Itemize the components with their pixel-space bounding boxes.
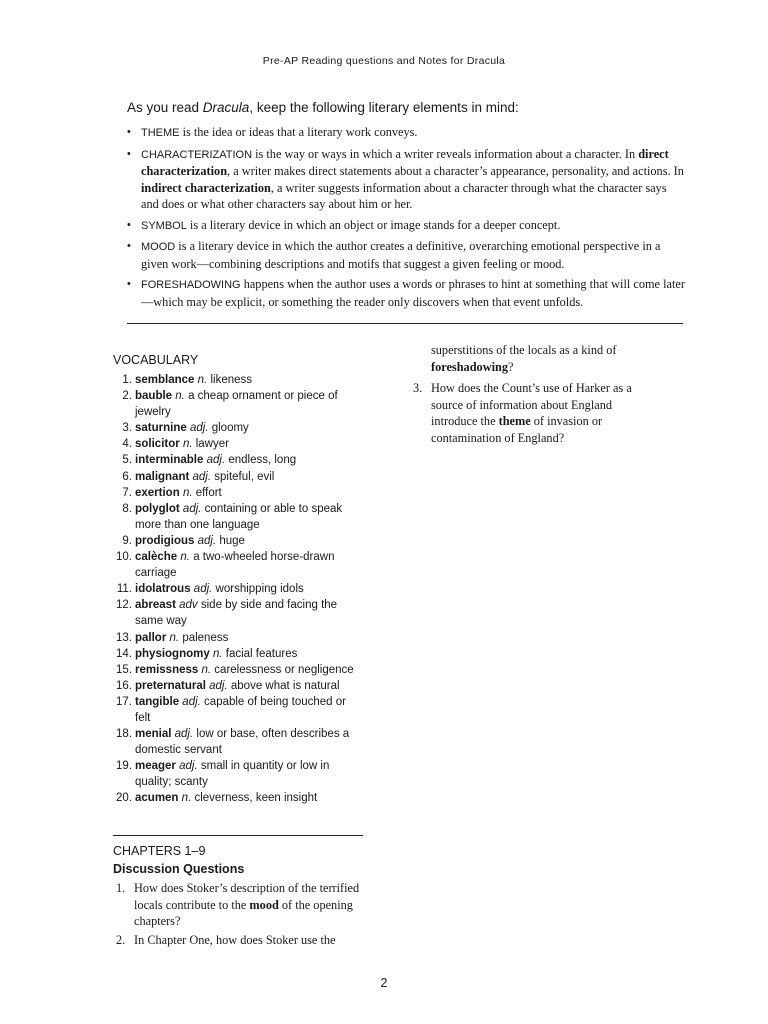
intro-text-before: As you read bbox=[127, 100, 203, 115]
vocabulary-item bbox=[113, 469, 363, 485]
element-term: FORESHADOWING bbox=[141, 279, 241, 291]
vocabulary-word: preternatural bbox=[135, 679, 206, 692]
vocabulary-number: 13. bbox=[116, 631, 132, 644]
question-2-continued bbox=[431, 342, 661, 375]
text-run: is the way or ways in which a writer reveals information about a character. In bbox=[252, 146, 639, 161]
vocabulary-item bbox=[113, 581, 363, 597]
part-of-speech: n. bbox=[182, 486, 193, 499]
text-run: , a writer makes direct statements about a character’s appearance, personality, and actions. In bbox=[227, 164, 684, 178]
vocabulary-list bbox=[113, 372, 363, 807]
vocabulary-item bbox=[113, 790, 363, 806]
vocabulary-number: 6. bbox=[122, 470, 132, 483]
part-of-speech: adj. bbox=[182, 502, 202, 515]
text-run: superstitions of the locals as a kind of bbox=[431, 343, 617, 357]
vocabulary-word: semblance bbox=[135, 374, 195, 386]
text-run: , a writer suggests information about a character through what the character says and does or what other characters say about him or her. bbox=[141, 180, 667, 211]
vocabulary-definition: paleness bbox=[182, 631, 229, 644]
vocabulary-item bbox=[113, 646, 363, 662]
vocabulary-word: bauble bbox=[135, 390, 173, 403]
vocabulary-definition: side by side and facing the same way bbox=[135, 599, 338, 628]
part-of-speech: adj. bbox=[192, 470, 212, 483]
bullet-icon: • bbox=[127, 147, 131, 160]
text-run: happens when the author uses a words or phrases to hint at something that will come later—which may be explicit, or something the reader only discovers when that event unfolds. bbox=[141, 277, 685, 309]
vocabulary-number: 8. bbox=[122, 502, 132, 515]
part-of-speech: adj. bbox=[197, 534, 217, 547]
element-term: THEME bbox=[141, 127, 180, 139]
vocabulary-item bbox=[113, 549, 363, 581]
vocabulary-definition: spiteful, evil bbox=[214, 470, 275, 483]
vocabulary-word: polyglot bbox=[135, 502, 180, 515]
vocabulary-definition: facial features bbox=[225, 647, 298, 660]
vocabulary-word: abreast bbox=[135, 599, 176, 612]
part-of-speech: n. bbox=[212, 647, 223, 660]
vocabulary-definition: effort bbox=[195, 486, 222, 499]
question-number: 1. bbox=[116, 881, 126, 895]
vocabulary-definition: worshipping idols bbox=[215, 583, 304, 596]
part-of-speech: adj. bbox=[174, 728, 194, 741]
vocabulary-word: pallor bbox=[135, 631, 167, 644]
vocabulary-word: solicitor bbox=[135, 438, 180, 451]
vocabulary-number: 9. bbox=[122, 534, 132, 547]
vocabulary-item bbox=[113, 678, 363, 694]
vocabulary-word: exertion bbox=[135, 486, 180, 499]
vocabulary-item bbox=[113, 533, 363, 549]
vocabulary-number: 5. bbox=[122, 454, 132, 467]
vocabulary-definition: carelessness or negligence bbox=[214, 663, 354, 676]
bold-term: foreshadowing bbox=[431, 359, 508, 374]
part-of-speech: adv bbox=[179, 599, 198, 612]
bullet-icon: • bbox=[127, 278, 131, 290]
page-header: Pre-AP Reading questions and Notes for Dracula bbox=[262, 55, 506, 67]
question-number: 2. bbox=[116, 932, 126, 947]
literary-element-item bbox=[127, 276, 687, 310]
bullet-icon: • bbox=[127, 218, 131, 231]
vocabulary-item bbox=[113, 436, 363, 452]
text-run: is the idea or ideas that a literary work conveys. bbox=[179, 125, 418, 139]
vocabulary-item bbox=[113, 630, 363, 646]
vocabulary-definition: low or base, often describes a domestic servant bbox=[135, 728, 350, 757]
element-term: SYMBOL bbox=[141, 219, 187, 232]
vocabulary-definition: small in quantity or low in quality; scanty bbox=[135, 760, 330, 789]
text-run: How does Stoker’s description of the terrified locals contribute to the bbox=[134, 881, 360, 912]
vocabulary-number: 7. bbox=[122, 486, 132, 499]
part-of-speech: adj. bbox=[179, 760, 198, 773]
page-number: 2 bbox=[380, 976, 388, 990]
text-run: In Chapter One, how does Stoker use the bbox=[134, 932, 336, 947]
vocabulary-number: 11. bbox=[116, 583, 132, 596]
vocabulary-number: 18. bbox=[116, 728, 132, 741]
vocabulary-item bbox=[113, 501, 363, 533]
part-of-speech: adj. bbox=[189, 422, 209, 435]
vocabulary-word: calèche bbox=[135, 551, 178, 564]
vocabulary-definition: above what is natural bbox=[230, 679, 340, 692]
vocabulary-definition: a cheap ornament or piece of jewelry bbox=[135, 390, 338, 419]
vocabulary-item bbox=[113, 388, 363, 420]
vocabulary-item bbox=[113, 452, 363, 468]
part-of-speech: adj. bbox=[206, 454, 226, 467]
discussion-questions-heading: Discussion Questions bbox=[113, 862, 245, 876]
literary-element-item bbox=[127, 217, 687, 235]
divider-top bbox=[127, 323, 683, 324]
question-number: 3. bbox=[413, 381, 423, 395]
part-of-speech: n. bbox=[181, 792, 192, 805]
vocabulary-word: menial bbox=[135, 728, 172, 741]
vocabulary-word: saturnine bbox=[135, 422, 187, 435]
vocabulary-definition: a two-wheeled horse-drawn carriage bbox=[135, 551, 335, 580]
vocabulary-word: remissness bbox=[135, 663, 199, 676]
vocabulary-word: meager bbox=[135, 760, 176, 773]
text-run: is a literary device in which an object or image stands for a deeper concept. bbox=[186, 217, 561, 232]
part-of-speech: adj. bbox=[182, 695, 201, 708]
discussion-questions-left bbox=[113, 880, 363, 950]
element-term: CHARACTERIZATION bbox=[141, 148, 253, 161]
vocabulary-word: idolatrous bbox=[135, 583, 191, 596]
bold-term: direct characterization bbox=[141, 146, 669, 178]
bullet-icon: • bbox=[127, 126, 131, 138]
literary-element-item bbox=[127, 124, 687, 142]
intro-sentence bbox=[127, 100, 519, 115]
vocabulary-number: 17. bbox=[116, 695, 132, 708]
vocabulary-number: 14. bbox=[116, 647, 132, 660]
vocabulary-definition: huge bbox=[219, 534, 245, 547]
text-run: of invasion or contamination of England? bbox=[431, 414, 603, 445]
literary-element-item bbox=[127, 146, 687, 213]
vocabulary-item bbox=[113, 662, 363, 678]
text-run: is a literary device in which the author creates a definitive, overarching emotional perspective in a given work—combining descriptions and motifs that suggest a given feeling or mood. bbox=[141, 239, 661, 271]
text-run: ? bbox=[507, 359, 514, 374]
intro-text-after: , keep the following literary elements in mind: bbox=[249, 100, 519, 115]
vocabulary-definition: lawyer bbox=[195, 438, 229, 451]
vocabulary-number: 4. bbox=[122, 438, 132, 451]
vocabulary-word: tangible bbox=[135, 695, 180, 708]
vocabulary-number: 16. bbox=[116, 679, 132, 692]
vocabulary-definition: likeness bbox=[210, 374, 253, 386]
discussion-question bbox=[410, 380, 655, 446]
part-of-speech: adj. bbox=[193, 583, 213, 596]
text-run: How does the Count’s use of Harker as a source of information about England introduce the bbox=[431, 381, 632, 429]
vocabulary-number: 2. bbox=[122, 390, 132, 403]
bold-term: indirect characterization bbox=[141, 180, 271, 195]
part-of-speech: n. bbox=[169, 631, 180, 644]
intro-book-title: Dracula bbox=[202, 100, 250, 115]
vocabulary-item bbox=[113, 758, 363, 790]
discussion-questions-right bbox=[410, 380, 655, 448]
vocabulary-number: 10. bbox=[116, 551, 132, 564]
vocabulary-number: 3. bbox=[122, 422, 132, 435]
part-of-speech: n. bbox=[201, 663, 212, 676]
vocabulary-word: prodigious bbox=[135, 534, 195, 547]
vocabulary-word: interminable bbox=[135, 454, 204, 467]
part-of-speech: n. bbox=[197, 374, 208, 386]
part-of-speech: n. bbox=[180, 551, 190, 564]
element-term: MOOD bbox=[141, 241, 176, 253]
vocabulary-definition: containing or able to speak more than one language bbox=[135, 502, 343, 531]
vocabulary-word: physiognomy bbox=[135, 647, 210, 660]
text-run: of the opening chapters? bbox=[134, 897, 353, 929]
part-of-speech: adj. bbox=[209, 679, 228, 692]
vocabulary-heading: VOCABULARY bbox=[113, 353, 199, 367]
bold-term: mood bbox=[249, 897, 279, 912]
vocabulary-item bbox=[113, 372, 363, 388]
literary-element-item bbox=[127, 238, 687, 272]
vocabulary-number: 1. bbox=[122, 374, 132, 386]
vocabulary-definition: endless, long bbox=[228, 454, 297, 467]
vocabulary-definition: capable of being touched or felt bbox=[135, 695, 346, 724]
vocabulary-number: 19. bbox=[116, 760, 132, 773]
vocabulary-item bbox=[113, 694, 363, 726]
vocabulary-definition: gloomy bbox=[211, 422, 249, 435]
vocabulary-item bbox=[113, 485, 363, 501]
part-of-speech: n. bbox=[182, 438, 193, 451]
divider-vocabulary bbox=[113, 835, 363, 836]
vocabulary-word: malignant bbox=[135, 470, 190, 483]
part-of-speech: n. bbox=[175, 390, 185, 403]
vocabulary-item bbox=[113, 726, 363, 758]
vocabulary-number: 12. bbox=[116, 599, 132, 612]
vocabulary-item bbox=[113, 420, 363, 436]
vocabulary-number: 20. bbox=[116, 792, 132, 805]
discussion-question bbox=[113, 932, 363, 949]
discussion-question bbox=[113, 880, 363, 930]
bullet-icon: • bbox=[127, 240, 131, 252]
literary-elements-list bbox=[127, 124, 687, 314]
vocabulary-word: acumen bbox=[135, 792, 179, 805]
vocabulary-definition: cleverness, keen insight bbox=[194, 792, 318, 805]
vocabulary-item bbox=[113, 597, 363, 629]
vocabulary-number: 15. bbox=[116, 663, 132, 676]
bold-term: theme bbox=[498, 414, 531, 429]
chapters-heading: CHAPTERS 1–9 bbox=[113, 844, 206, 858]
